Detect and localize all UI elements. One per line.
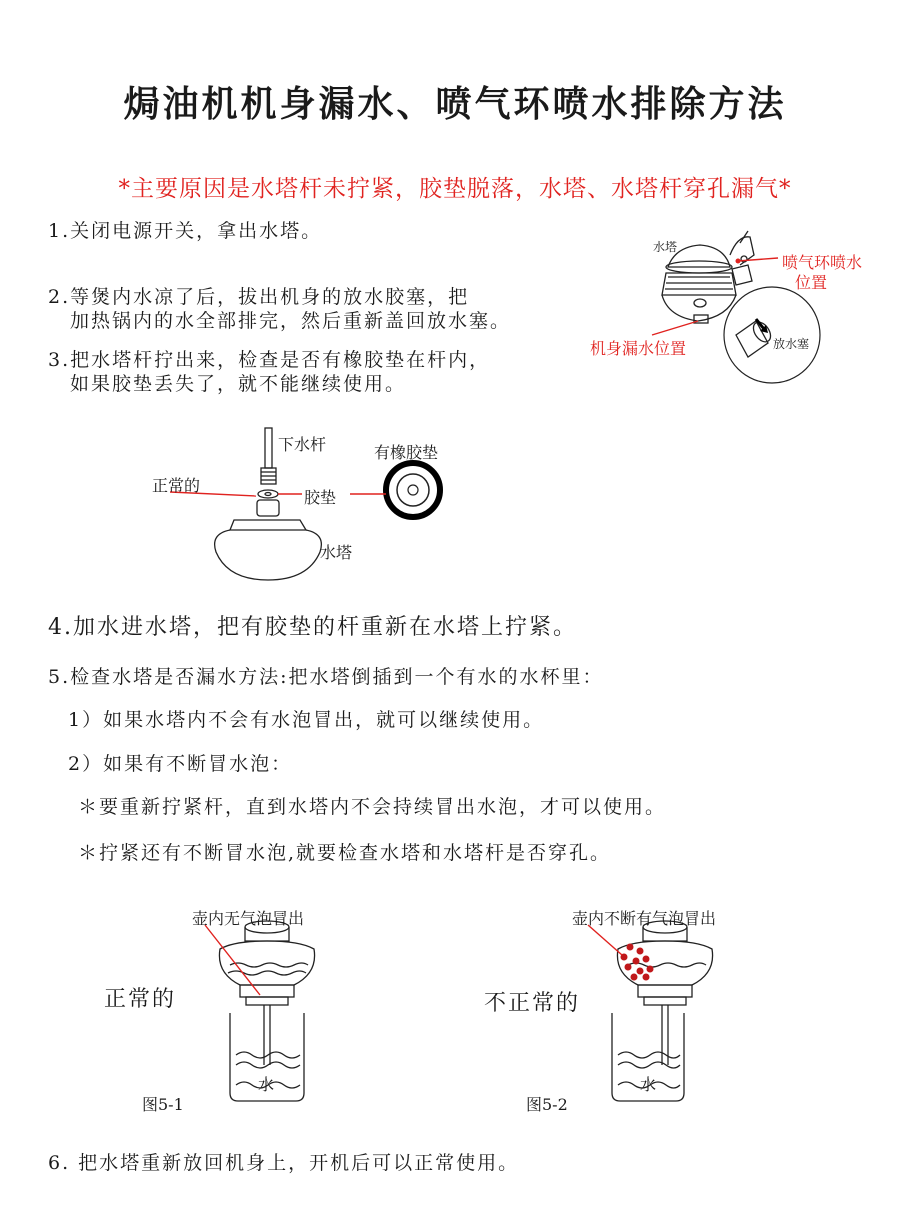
label-spray-ring-line-2: 位置: [795, 273, 828, 292]
step-2-line-2: 加热锅内的水全部排完，然后重新盖回放水塞。: [70, 310, 512, 332]
label-water-left: 水: [258, 1075, 275, 1094]
label-abnormal-state: 不正常的: [484, 991, 581, 1016]
step-5: 5.检查水塔是否漏水方法:把水塔倒插到一个有水的水杯里：: [48, 666, 604, 688]
page-title: 焗油机机身漏水、喷气环喷水排除方法: [123, 84, 787, 125]
step-2-line-1: 2.等煲内水凉了后，拔出机身的放水胶塞，把: [48, 286, 470, 308]
machine-diagram: [590, 225, 900, 385]
step-1: 1.关闭电源开关，拿出水塔。: [48, 220, 323, 242]
label-gasket: 胶垫: [304, 488, 337, 507]
step-3-line-2: 如果胶垫丢失了，就不能继续使用。: [70, 373, 407, 395]
step-3-line-1: 3.把水塔杆拧出来，检查是否有橡胶垫在杆内，: [48, 349, 491, 371]
label-normal-gasket: 正常的: [152, 476, 201, 495]
label-body-leak: 机身漏水位置: [590, 339, 687, 358]
test-diagram-abnormal: [598, 915, 728, 1110]
label-tower: 水塔: [320, 543, 353, 562]
label-spray-ring-line-1: 喷气环喷水: [782, 253, 863, 272]
label-drain-plug: 放水塞: [773, 337, 810, 351]
step-5-2-a: ＊要重新拧紧杆，直到水塔内不会持续冒出水泡，才可以使用。: [78, 796, 667, 818]
label-water-right: 水: [640, 1075, 657, 1094]
figure-5-1-caption: 图5-1: [142, 1095, 184, 1114]
label-water-tower-top: 水塔: [653, 240, 678, 254]
step-4: 4.加水进水塔，把有胶垫的杆重新在水塔上拧紧。: [48, 615, 577, 640]
figure-5-2-caption: 图5-2: [526, 1095, 568, 1114]
label-has-rubber-gasket: 有橡胶垫: [374, 443, 439, 462]
subtitle-cause: *主要原因是水塔杆未拧紧，胶垫脱落，水塔、水塔杆穿孔漏气*: [118, 176, 792, 202]
label-no-bubbles: 壶内无气泡冒出: [192, 909, 305, 928]
step-5-1: 1）如果水塔内不会有水泡冒出，就可以继续使用。: [68, 709, 545, 731]
label-normal-state: 正常的: [104, 987, 177, 1012]
label-continuous-bubbles: 壶内不断有气泡冒出: [572, 909, 717, 928]
label-drain-rod: 下水杆: [278, 435, 327, 454]
step-5-2: 2）如果有不断冒水泡：: [68, 753, 293, 775]
step-6: 6. 把水塔重新放回机身上，开机后可以正常使用。: [48, 1152, 520, 1174]
step-5-2-b: ＊拧紧还有不断冒水泡,就要检查水塔和水塔杆是否穿孔。: [78, 842, 612, 864]
